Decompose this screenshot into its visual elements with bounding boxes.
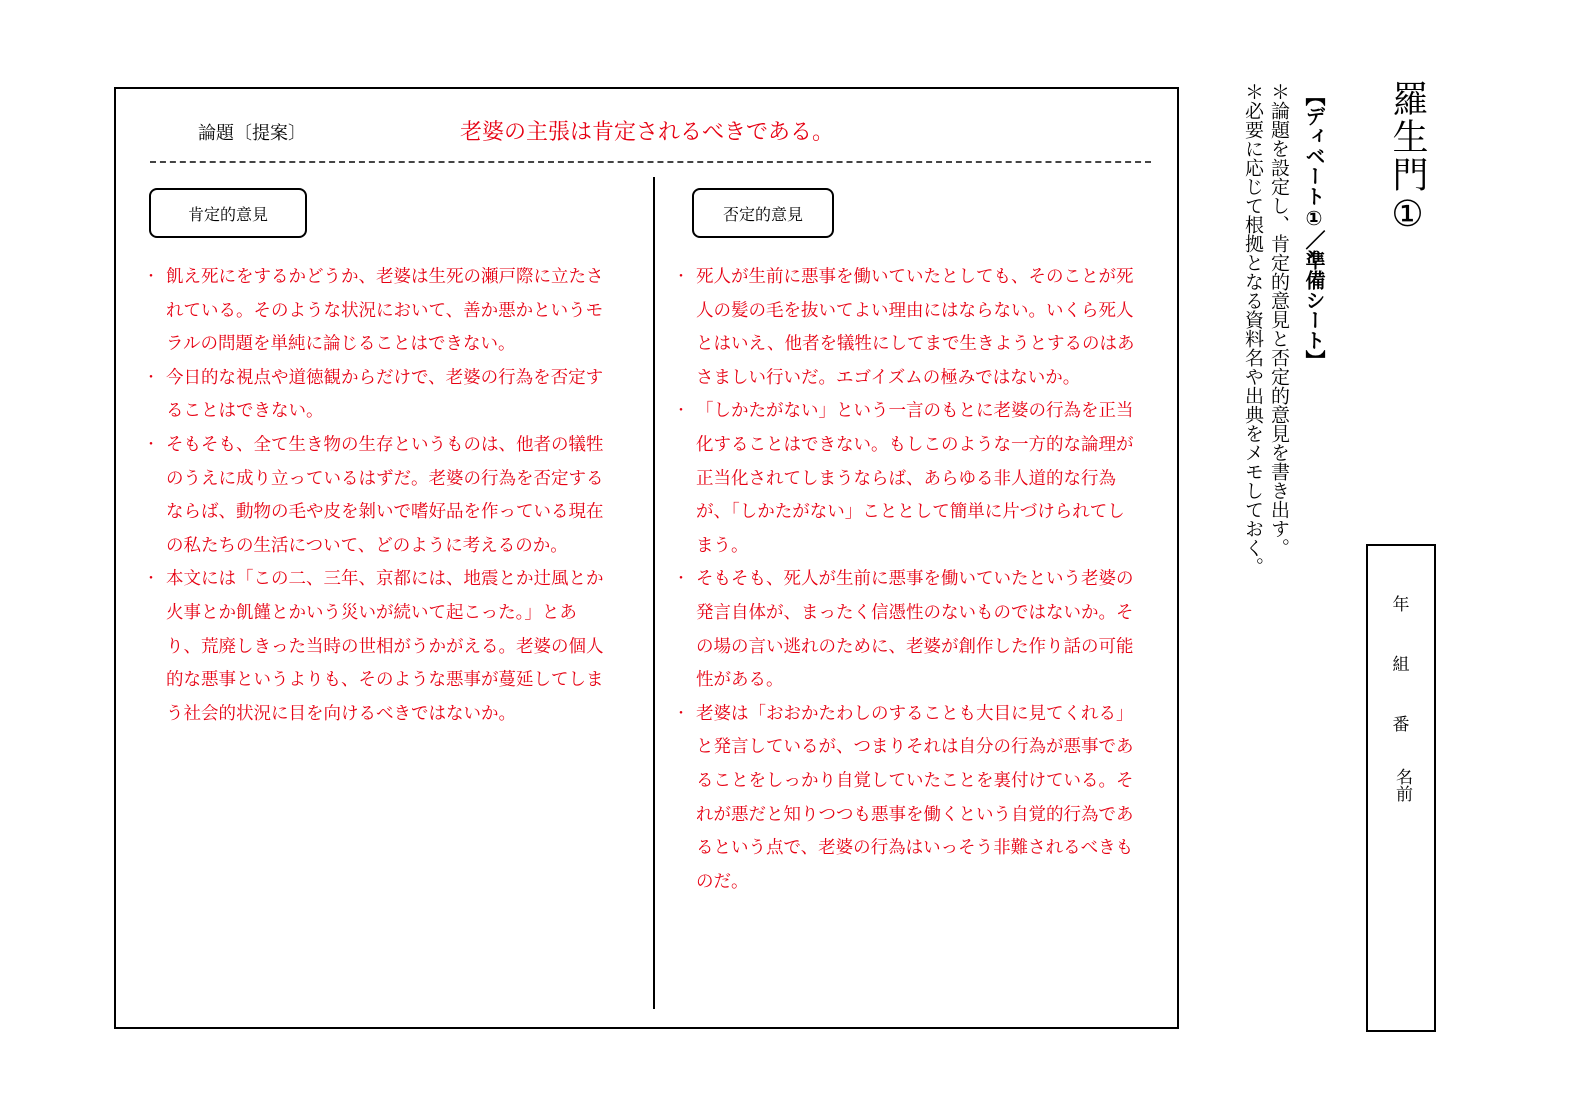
affirmative-label: 肯定的意見: [149, 188, 307, 238]
negative-item: ・ 老婆は「おおかたわしのすることも大目に見てくれる」と発言しているが、つまりそれは自分の行為が悪事であることをしっかり自覚していたことを裏付けている。それが悪だと知りつつも悪事を働くという自覚的行為であるという点で、老婆の行為はいっそう非難されるべきものだ。: [680, 698, 1142, 900]
negative-item: ・ 「しかたがない」という一言のもとに老婆の行為を正当化することはできない。もしこのような一方的な論理が正当化されてしまうならば、あらゆる非人道的な行為が、「しかたがない」こととして簡単に片づけられてしまう。: [680, 395, 1142, 563]
name-label: 名前: [1392, 768, 1412, 802]
affirmative-list: [150, 261, 608, 731]
instruction-note: ＊論題を設定し、肯定的意見と否定的意見を書き出す。: [1268, 82, 1290, 557]
affirmative-item: ・ 今日的な視点や道徳観からだけで、老婆の行為を否定することはできない。: [150, 362, 608, 429]
year-label: 年: [1392, 595, 1410, 615]
page-title: 羅生門①: [1387, 80, 1428, 237]
affirmative-item: ・ 飢え死にをするかどうか、老婆は生死の瀬戸際に立たされている。そのような状況において、善か悪かというモラルの問題を単純に論じることはできない。: [150, 261, 608, 362]
negative-list: [680, 261, 1142, 899]
topic-label: 論題〔提案〕: [198, 123, 306, 144]
number-label: 番: [1392, 715, 1410, 735]
dashed-divider: [150, 161, 1151, 163]
negative-label: 否定的意見: [692, 188, 834, 238]
negative-item: ・ 死人が生前に悪事を働いていたとしても、そのことが死人の髪の毛を抜いてよい理由にはならない。いくら死人とはいえ、他者を犠牲にしてまで生きようとするのはあさましい行いだ。エゴイズムの極みではないか。: [680, 261, 1142, 395]
negative-item: ・ そもそも、死人が生前に悪事を働いていたという老婆の発言自体が、まったく信憑性のないものではないか。その場の言い逃れのために、老婆が創作した作り話の可能性がある。: [680, 563, 1142, 697]
instruction-note: ＊必要に応じて根拠となる資料名や出典をメモしておく。: [1242, 82, 1264, 576]
topic-text: 老婆の主張は肯定されるべきである。: [460, 120, 835, 145]
affirmative-item: ・ そもそも、全て生き物の生存というものは、他者の犠牲のうえに成り立っているはずだ。老婆の行為を否定するならば、動物の毛や皮を剝いで嗜好品を作っている現在の私たちの生活について、どのように考えるのか。: [150, 429, 608, 563]
page-subtitle: 【ディベート①／準備シート】: [1302, 86, 1326, 370]
debate-sheet: [114, 87, 1179, 1029]
affirmative-item: ・ 本文には「この二、三年、京都には、地震とか辻風とか火事とか飢饉とかいう災いが続いて起こった。」とあり、荒廃しきった当時の世相がうかがえる。老婆の個人的な悪事というよりも、そのような悪事が蔓延してしまう社会的状況に目を向けるべきではないか。: [150, 563, 608, 731]
class-label: 組: [1392, 655, 1410, 675]
column-divider: [653, 177, 655, 1009]
name-box: [1366, 544, 1436, 1032]
